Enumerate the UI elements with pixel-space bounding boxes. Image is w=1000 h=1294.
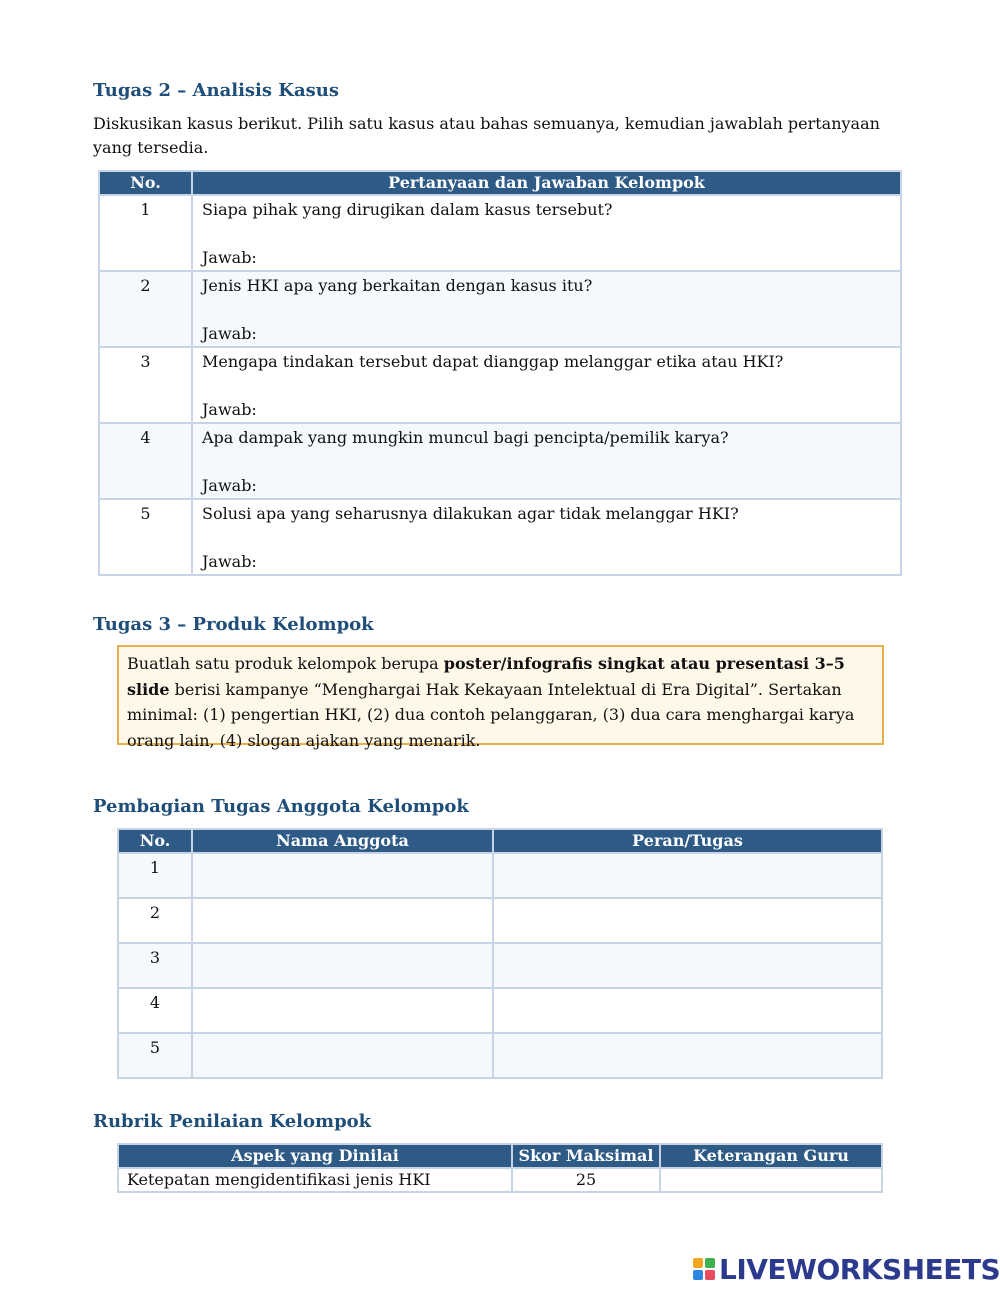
tugas2-intro: Diskusikan kasus berikut. Pilih satu kasus atau bahas semuanya, kemudian jawablah pertanyaan yang tersedia. [93, 114, 880, 157]
table-row [118, 943, 882, 988]
answer-label: Jawab: [202, 476, 257, 495]
col-header-aspect: Aspek yang Dinilai [118, 1144, 512, 1168]
table-row [118, 988, 882, 1033]
col-header-role: Peran/Tugas [493, 829, 882, 853]
question-cell[interactable] [192, 271, 901, 347]
rubric-table [117, 1143, 883, 1193]
aspect-cell: Ketepatan mengidentifikasi jenis HKI [118, 1168, 512, 1192]
score-cell: 25 [512, 1168, 660, 1192]
row-number: 5 [118, 1033, 192, 1078]
col-header-question: Pertanyaan dan Jawaban Kelompok [192, 171, 901, 195]
question-cell[interactable] [192, 423, 901, 499]
teacher-note-cell[interactable] [660, 1168, 882, 1192]
member-role-cell[interactable] [493, 853, 882, 898]
table-row [99, 423, 901, 499]
member-name-cell[interactable] [192, 943, 493, 988]
question-text: Solusi apa yang seharusnya dilakukan agar tidak melanggar HKI? [202, 504, 739, 523]
row-number: 2 [99, 271, 192, 347]
col-header-no: No. [99, 171, 192, 195]
question-cell[interactable] [192, 499, 901, 575]
rubric-heading: Rubrik Penilaian Kelompok [93, 1111, 372, 1132]
row-number: 5 [99, 499, 192, 575]
member-name-cell[interactable] [192, 988, 493, 1033]
table-row [118, 1168, 882, 1192]
table-row [118, 1033, 882, 1078]
instruction-text-rest: berisi kampanye “Menghargai Hak Kekayaan Intelektual di Era Digital”. Sertakan minimal: (1) pengertian HKI, (2) dua contoh pelanggaran, (3) dua cara menghargai karya orang lain, (4) slogan ajakan yang menarik. [127, 679, 855, 750]
table-row [118, 853, 882, 898]
answer-label: Jawab: [202, 552, 257, 571]
liveworksheets-logo [693, 1252, 1000, 1286]
table-row [118, 898, 882, 943]
row-number: 3 [118, 943, 192, 988]
liveworksheets-mark-icon [693, 1258, 715, 1280]
question-text: Apa dampak yang mungkin muncul bagi pencipta/pemilik karya? [202, 428, 729, 447]
member-assignment-table [117, 828, 883, 1079]
row-number: 3 [99, 347, 192, 423]
col-header-no: No. [118, 829, 192, 853]
question-text: Jenis HKI apa yang berkaitan dengan kasus itu? [202, 276, 593, 295]
instruction-text: Buatlah satu produk kelompok berupa [127, 654, 444, 673]
tugas3-heading: Tugas 3 – Produk Kelompok [93, 614, 374, 635]
member-name-cell[interactable] [192, 853, 493, 898]
tugas2-heading: Tugas 2 – Analisis Kasus [93, 80, 339, 101]
table-row [99, 195, 901, 271]
row-number: 1 [99, 195, 192, 271]
question-cell[interactable] [192, 195, 901, 271]
col-header-note: Keterangan Guru [660, 1144, 882, 1168]
row-number: 2 [118, 898, 192, 943]
answer-label: Jawab: [202, 324, 257, 343]
row-number: 4 [118, 988, 192, 1033]
logo-text: LIVEWORKSHEETS [719, 1252, 1000, 1286]
table-row [99, 499, 901, 575]
member-role-cell[interactable] [493, 988, 882, 1033]
member-name-cell[interactable] [192, 898, 493, 943]
answer-label: Jawab: [202, 400, 257, 419]
row-number: 1 [118, 853, 192, 898]
col-header-name: Nama Anggota [192, 829, 493, 853]
question-text: Siapa pihak yang dirugikan dalam kasus tersebut? [202, 200, 613, 219]
member-role-cell[interactable] [493, 943, 882, 988]
col-header-score: Skor Maksimal [512, 1144, 660, 1168]
table-row [99, 347, 901, 423]
member-role-cell[interactable] [493, 1033, 882, 1078]
instruction-bold: poster/infografis singkat atau presentasi 3–5 slide [127, 654, 845, 699]
question-cell[interactable] [192, 347, 901, 423]
product-instructions-box [117, 645, 884, 750]
question-text: Mengapa tindakan tersebut dapat dianggap melanggar etika atau HKI? [202, 352, 784, 371]
row-number: 4 [99, 423, 192, 499]
member-role-cell[interactable] [493, 898, 882, 943]
member-name-cell[interactable] [192, 1033, 493, 1078]
answer-label: Jawab: [202, 248, 257, 267]
members-heading: Pembagian Tugas Anggota Kelompok [93, 796, 469, 817]
case-analysis-table [98, 170, 902, 576]
table-row [99, 271, 901, 347]
